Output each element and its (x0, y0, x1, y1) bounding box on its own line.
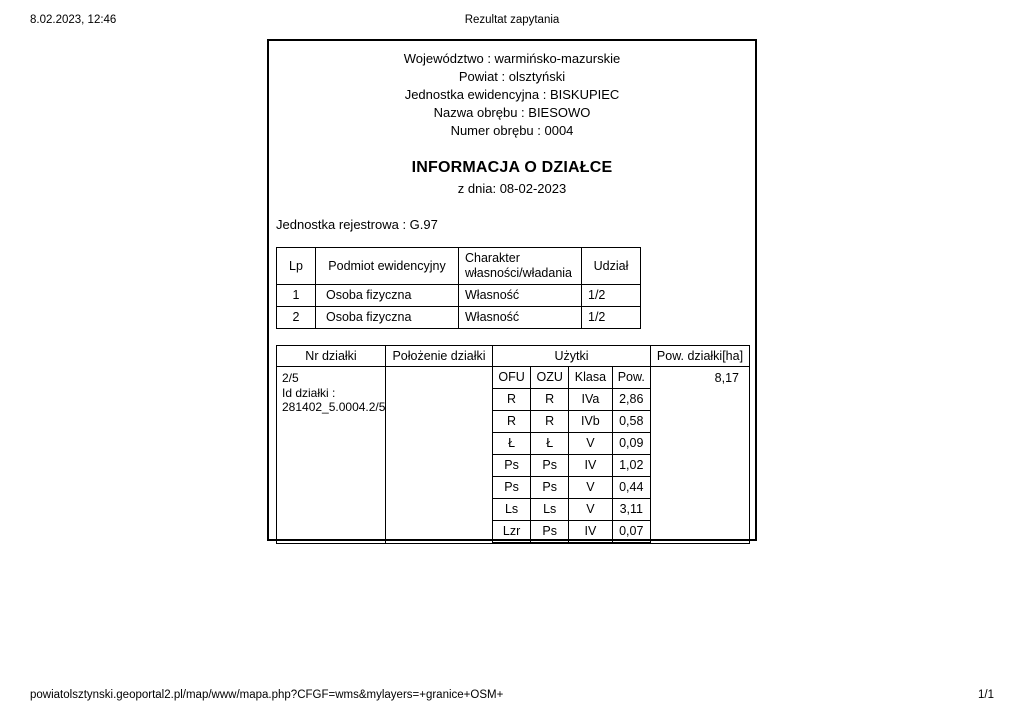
owner-share: 1/2 (582, 285, 641, 307)
parcel-col-uses: Użytki (493, 346, 651, 367)
use-ozu: R (531, 389, 569, 411)
voivodeship-line: Województwo : warmińsko-mazurskie (403, 51, 621, 66)
use-ofu: R (493, 411, 531, 433)
use-ozu: Ł (531, 433, 569, 455)
parcel-area-value: 8,17 (651, 367, 750, 544)
uses-table (493, 367, 650, 543)
use-klasa: V (569, 433, 612, 455)
registration-unit-label: Jednostka rejestrowa : G.97 (276, 217, 438, 232)
use-klasa: IVb (569, 411, 612, 433)
page-subtitle: z dnia: 08-02-2023 (457, 181, 567, 196)
table-row (493, 433, 650, 455)
parcel-number: 2/5 (282, 371, 299, 385)
use-klasa: V (569, 477, 612, 499)
print-header-datetime: 8.02.2023, 12:46 (30, 14, 117, 26)
parcel-id-label: Id działki : (282, 385, 336, 400)
table-row (493, 411, 650, 433)
use-ofu: R (493, 389, 531, 411)
owner-character: Własność (459, 307, 582, 329)
use-ofu: Ls (493, 499, 531, 521)
owners-col-share: Udział (582, 248, 641, 285)
owner-share: 1/2 (582, 307, 641, 329)
print-footer (0, 689, 1024, 705)
use-pow: 0,44 (612, 477, 650, 499)
precinct-number-line: Numer obrębu : 0004 (450, 123, 574, 138)
print-footer-url: powiatolsztynski.geoportal2.pl/map/www/mapa.php?CFGF=wms&mylayers=+granice+OSM+ (30, 689, 504, 701)
use-ozu: Ps (531, 455, 569, 477)
use-pow: 0,09 (612, 433, 650, 455)
owners-col-character-line1: Charakter (465, 251, 520, 265)
owners-table-header-row (277, 248, 641, 285)
table-row (493, 499, 650, 521)
use-ozu: Ps (531, 521, 569, 543)
table-row (277, 307, 641, 329)
registration-unit-line: Jednostka ewidencyjna : BISKUPIEC (404, 87, 620, 102)
use-ofu: Lzr (493, 521, 531, 543)
use-pow: 1,02 (612, 455, 650, 477)
owners-table (276, 247, 641, 329)
document-container (267, 39, 757, 541)
use-ozu: Ps (531, 477, 569, 499)
print-footer-page: 1/1 (978, 689, 994, 701)
use-klasa: V (569, 499, 612, 521)
print-header (0, 14, 1024, 30)
use-ozu: Ls (531, 499, 569, 521)
administrative-header (269, 41, 755, 140)
owner-subject: Osoba fizyczna (316, 285, 459, 307)
use-pow: 0,58 (612, 411, 650, 433)
use-ofu: Ps (493, 455, 531, 477)
use-ozu: R (531, 411, 569, 433)
county-line: Powiat : olsztyński (458, 69, 566, 84)
owner-character: Własność (459, 285, 582, 307)
use-ofu: Ł (493, 433, 531, 455)
use-ofu: Ps (493, 477, 531, 499)
use-pow: 2,86 (612, 389, 650, 411)
use-pow: 0,07 (612, 521, 650, 543)
parcel-number-cell (277, 367, 386, 544)
table-row (277, 285, 641, 307)
uses-header-row (493, 367, 650, 389)
parcel-table (276, 345, 750, 544)
parcel-id-value: 281402_5.0004.2/5 (282, 400, 386, 414)
page-title: INFORMACJA O DZIAŁCE (411, 159, 613, 176)
parcel-table-header-row (277, 346, 750, 367)
table-row (493, 521, 650, 543)
table-row (277, 367, 750, 544)
parcel-uses-cell (493, 367, 651, 544)
parcel-col-area: Pow. działki[ha] (651, 346, 750, 367)
table-row (493, 477, 650, 499)
table-row (493, 389, 650, 411)
owners-col-character-line2: własności/władania (465, 266, 573, 280)
owner-subject: Osoba fizyczna (316, 307, 459, 329)
owners-col-character (459, 248, 582, 285)
owner-lp: 2 (277, 307, 316, 329)
parcel-col-location: Położenie działki (386, 346, 493, 367)
owners-col-lp: Lp (277, 248, 316, 285)
use-klasa: IV (569, 455, 612, 477)
owners-col-subject: Podmiot ewidencyjny (316, 248, 459, 285)
uses-col-klasa: Klasa (569, 367, 612, 389)
uses-col-ofu: OFU (493, 367, 531, 389)
use-pow: 3,11 (612, 499, 650, 521)
owner-lp: 1 (277, 285, 316, 307)
precinct-name-line: Nazwa obrębu : BIESOWO (433, 105, 591, 120)
print-header-title: Rezultat zapytania (464, 14, 560, 26)
parcel-location-cell (386, 367, 493, 544)
uses-col-pow: Pow. (612, 367, 650, 389)
parcel-col-number: Nr działki (277, 346, 386, 367)
table-row (493, 455, 650, 477)
use-klasa: IV (569, 521, 612, 543)
uses-col-ozu: OZU (531, 367, 569, 389)
use-klasa: IVa (569, 389, 612, 411)
